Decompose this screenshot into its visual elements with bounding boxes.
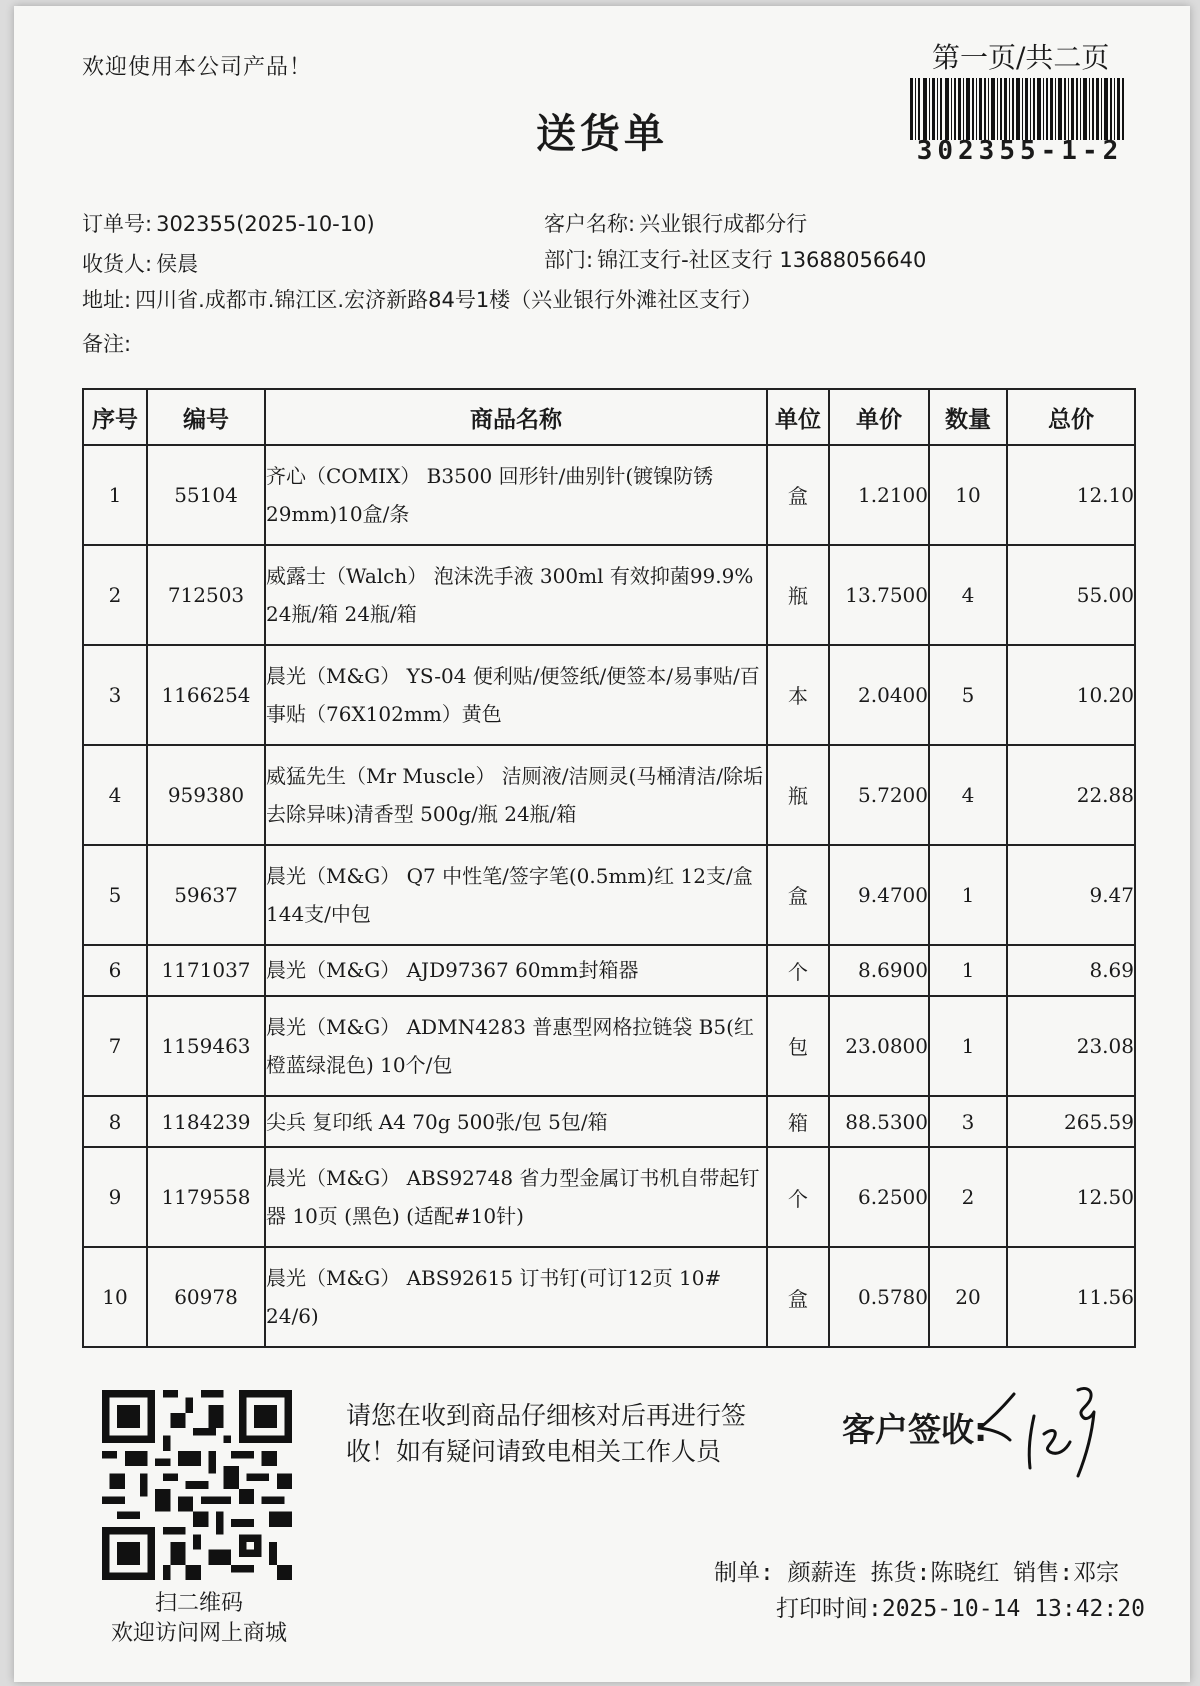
cell-name: 晨光（M&G） ADMN4283 普惠型网格拉链袋 B5(红橙蓝绿混色) 10个/包 [265,996,767,1096]
cell-seq: 1 [83,445,147,545]
cell-seq: 10 [83,1247,147,1347]
table-row [83,996,1135,1096]
cell-qty: 5 [929,645,1007,745]
address-value: 四川省.成都市.锦江区.宏济新路84号1楼（兴业银行外滩社区支行） [135,288,763,312]
cell-code: 1179558 [147,1147,265,1247]
table-row [83,645,1135,745]
cell-qty: 4 [929,545,1007,645]
table-row [83,445,1135,545]
customer-name-value: 兴业银行成都分行 [639,212,808,236]
cell-code: 1166254 [147,645,265,745]
cell-price: 8.6900 [829,945,929,996]
department-value: 锦江支行-社区支行 13688056640 [597,248,927,272]
cell-seq: 4 [83,745,147,845]
cell-price: 2.0400 [829,645,929,745]
cell-unit: 个 [767,1147,829,1247]
receiver [82,248,198,278]
cell-qty: 4 [929,745,1007,845]
order-number-value: 302355(2025-10-10) [156,212,375,236]
cell-price: 0.5780 [829,1247,929,1347]
column-header-name: 商品名称 [265,389,767,445]
customer-name-label: 客户名称: [544,212,636,236]
remark [82,328,135,358]
cell-seq: 2 [83,545,147,645]
cell-seq: 3 [83,645,147,745]
cell-total: 22.88 [1007,745,1135,845]
cell-qty: 10 [929,445,1007,545]
cell-total: 11.56 [1007,1247,1135,1347]
cell-total: 12.10 [1007,445,1135,545]
column-header-qty: 数量 [929,389,1007,445]
cell-seq: 9 [83,1147,147,1247]
cell-qty: 1 [929,996,1007,1096]
cell-unit: 盒 [767,1247,829,1347]
cell-unit: 本 [767,645,829,745]
column-header-total: 总价 [1007,389,1135,445]
cell-code: 1159463 [147,996,265,1096]
cell-qty: 3 [929,1096,1007,1147]
cell-name: 晨光（M&G） AJD97367 60mm封箱器 [265,945,767,996]
cell-total: 55.00 [1007,545,1135,645]
cell-unit: 瓶 [767,745,829,845]
cell-price: 23.0800 [829,996,929,1096]
cell-price: 13.7500 [829,545,929,645]
print-time: 打印时间:2025-10-14 13:42:20 [776,1596,1145,1622]
department [544,244,926,274]
cell-unit: 箱 [767,1096,829,1147]
signature-icon [974,1376,1134,1486]
cell-code: 712503 [147,545,265,645]
cell-price: 5.7200 [829,745,929,845]
cell-unit: 盒 [767,445,829,545]
cell-name: 威露士（Walch） 泡沫洗手液 300ml 有效抑菌99.9% 24瓶/箱 24瓶/箱 [265,545,767,645]
cell-unit: 个 [767,945,829,996]
table-row [83,745,1135,845]
table-row [83,845,1135,945]
table-row [83,945,1135,996]
customer-sign-label: 客户签收: [842,1410,988,1449]
cell-name: 晨光（M&G） YS-04 便利贴/便签纸/便签本/易事贴/百事贴（76X102mm）黄色 [265,645,767,745]
cell-total: 10.20 [1007,645,1135,745]
cell-unit: 瓶 [767,545,829,645]
cell-name: 晨光（M&G） ABS92615 订书钉(可订12页 10# 24/6) [265,1247,767,1347]
cell-name: 威猛先生（Mr Muscle） 洁厕液/洁厕灵(马桶清洁/除垢去除异味)清香型 500g/瓶 24瓶/箱 [265,745,767,845]
table-row [83,1096,1135,1147]
cell-code: 60978 [147,1247,265,1347]
column-header-seq: 序号 [83,389,147,445]
staff-info: 制单: 颜薪连 拣货:陈晓红 销售:邓宗 [714,1560,1120,1586]
cell-total: 12.50 [1007,1147,1135,1247]
cell-price: 9.4700 [829,845,929,945]
cell-unit: 包 [767,996,829,1096]
column-header-unit: 单位 [767,389,829,445]
cell-name: 晨光（M&G） Q7 中性笔/签字笔(0.5mm)红 12支/盒 144支/中包 [265,845,767,945]
cell-price: 6.2500 [829,1147,929,1247]
cell-code: 959380 [147,745,265,845]
cell-qty: 20 [929,1247,1007,1347]
table-row [83,545,1135,645]
items-table [82,388,1136,1348]
customer-name [544,208,807,238]
page-indicator: 第一页/共二页 [932,41,1110,74]
receiver-value: 侯晨 [156,252,199,276]
cell-qty: 2 [929,1147,1007,1247]
column-header-price: 单价 [829,389,929,445]
cell-seq: 6 [83,945,147,996]
address-label: 地址: [82,288,132,312]
cell-name: 齐心（COMIX） B3500 回形针/曲别针(镀镍防锈29mm)10盒/条 [265,445,767,545]
delivery-note-page [14,6,1190,1682]
cell-code: 1171037 [147,945,265,996]
cell-price: 1.2100 [829,445,929,545]
order-number [82,208,375,238]
qr-code-icon[interactable] [102,1390,292,1580]
cell-total: 23.08 [1007,996,1135,1096]
cell-name: 晨光（M&G） ABS92748 省力型金属订书机自带起钉器 10页 (黑色) (适配#10针) [265,1147,767,1247]
cell-code: 55104 [147,445,265,545]
qr-caption-visit: 欢迎访问网上商城 [110,1621,287,1646]
cell-seq: 5 [83,845,147,945]
order-number-label: 订单号: [82,212,153,236]
cell-code: 59637 [147,845,265,945]
qr-caption-scan: 扫二维码 [154,1591,243,1616]
cell-price: 88.5300 [829,1096,929,1147]
cell-name: 尖兵 复印纸 A4 70g 500张/包 5包/箱 [265,1096,767,1147]
department-label: 部门: [544,248,594,272]
barcode-number: 302355-1-2 [916,136,1124,166]
table-header-row [83,389,1135,445]
cell-code: 1184239 [147,1096,265,1147]
address [82,284,762,314]
cell-total: 9.47 [1007,845,1135,945]
receiver-label: 收货人: [82,252,153,276]
column-header-code: 编号 [147,389,265,445]
cell-unit: 盒 [767,845,829,945]
table-row [83,1247,1135,1347]
table-row [83,1147,1135,1247]
cell-qty: 1 [929,845,1007,945]
notice-text: 请您在收到商品仔细核对后再进行签收！如有疑问请致电相关工作人员 [346,1401,747,1466]
cell-total: 265.59 [1007,1096,1135,1147]
document-title: 送货单 [536,111,668,157]
cell-seq: 7 [83,996,147,1096]
cell-total: 8.69 [1007,945,1135,996]
remark-label: 备注: [82,332,132,356]
welcome-text: 欢迎使用本公司产品！ [82,55,313,80]
cell-qty: 1 [929,945,1007,996]
cell-seq: 8 [83,1096,147,1147]
